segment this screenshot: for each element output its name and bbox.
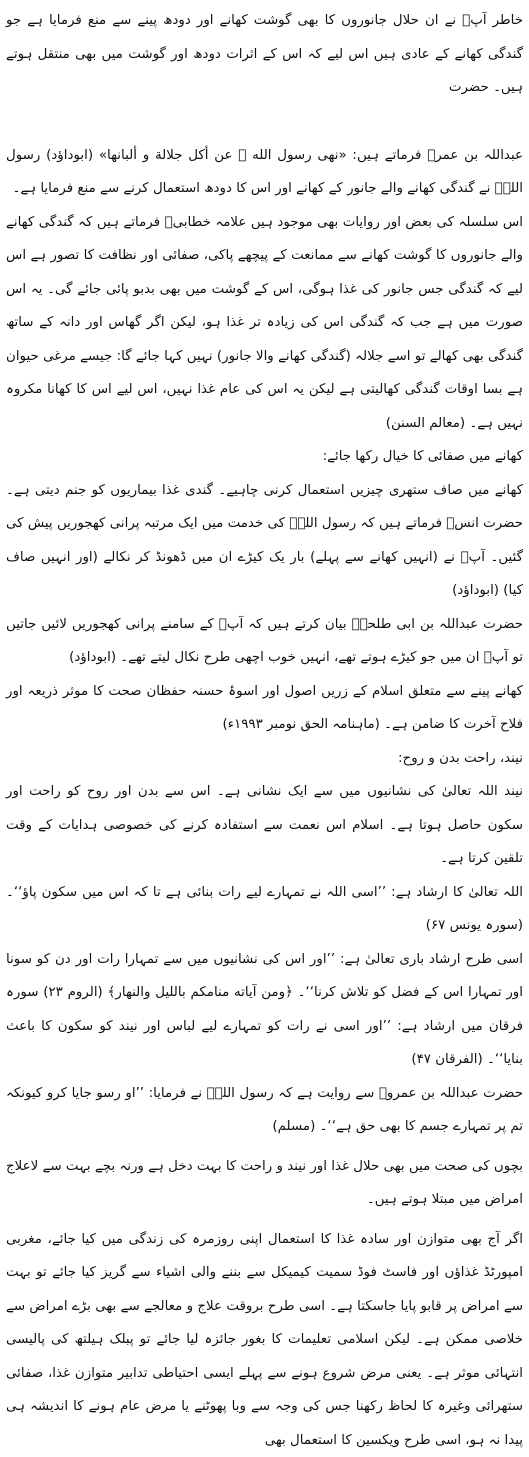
paragraph-hadith-body-right: حضرت عبداللہ بن عمروؓ سے روایت ہے کہ رسول اللہؐ نے فرمایا: ’’او رسو جایا کرو کیونکہ تم پر تمہارے جسم کا بھی حق ہے‘‘۔ (مسلم) (6, 1077, 523, 1144)
paragraph-public-health: اگر آج بھی متوازن اور سادہ غذا کا استعمال اپنی روزمرہ کی زندگی میں کیا جائے، مغربی امپورٹڈ غذاؤں اور فاسٹ فوڈ سمیت کیمیکل سے بننے والی اشیاء سے گریز کیا جائے تو بہت سے امراض پر قابو پایا جاسکتا ہے۔ اسی طرح بروقت علاج و معالجے سے بھی بڑے امراض سے خلاصی ممکن ہے۔ لیکن اسلامی تعلیمات کا بغور جائزہ لیا جائے تو پبلک ہیلتھ کی پالیسی انتہائی موثر ہے۔ یعنی مرض شروع ہونے سے پہلے ایسی احتیاطی تدابیر متوازن غذا، صفائی ستھرائی وغیرہ کا لحاظ رکھنا جس کی وجہ سے وبا پھوٹنے یا مرض عام ہونے کا اندیشہ ہی پیدا نہ ہو، اسی طرح ویکسین کا استعمال بھی (6, 1223, 523, 1457)
paragraph-hadith-ibn-umar: عبداللہ بن عمرؓ فرماتے ہیں: «نهى رسول الله ﷺ عن أكل جلالة و ألبانها» (ابوداؤد) رسول اللہؐ نے گندگی کھانے والے جانور کے کھانے اور اس کا دودھ استعمال کرنے سے منع فرمایا ہے۔ (6, 139, 523, 206)
section-heading-cleanliness: کھانے میں صفائی کا خیال رکھا جائے: (6, 440, 523, 474)
paragraph-clean-food: کھانے میں صاف ستھری چیزیں استعمال کرنی چاہیے۔ گندی غذا بیماریوں کو جنم دیتی ہے۔ حضرت انسؓ فرماتے ہیں کہ رسول اللہؐ کی خدمت میں ایک مرتبہ پرانی کھجوریں پیش کی گئیں۔ آپؐ نے (انہیں کھانے سے پہلے) بار یک کیڑے ان میں ڈھونڈ کر نکالے (اور انہیں صاف کیا) (ابوداؤد) (6, 474, 523, 608)
paragraph-quran-yunus: اللہ تعالیٰ کا ارشاد ہے: ’’اسی اللہ نے تمہارے لیے رات بنائی ہے تا کہ اس میں سکون پاؤ‘‘۔ (سورہ یونس ۶۷) (6, 876, 523, 943)
paragraph-abdullah-ibn-abi-talha: حضرت عبداللہ بن ابی طلحہؓ بیان کرتے ہیں کہ آپؐ کے سامنے پرانی کھجوریں لائیں جاتیں تو آپؐ ان میں جو کیڑے ہوتے تھے، انہیں خوب اچھی طرح نکال لیتے تھے۔ (ابوداؤد) (6, 608, 523, 675)
paragraph-sleep-sign: نیند اللہ تعالیٰ کی نشانیوں میں سے ایک نشانی ہے۔ اس سے بدن اور روح کو راحت اور سکون حاصل ہوتا ہے۔ اسلام اس نعمت سے استفادہ کرنے کی خصوصی ہدایات کے وقت تلقین کرتا ہے۔ (6, 775, 523, 876)
paragraph-khattabi-commentary: اس سلسلہ کی بعض اور روایات بھی موجود ہیں علامہ خطابیؒ فرماتے ہیں کہ گندگی کھانے والے جانوروں کا گوشت کھانے سے ممانعت کے پیچھے پاکی، صفائی اور نظافت کا تصور ہے اس لیے کہ گندگی جس جانور کی غذا ہوگی، اس کے گوشت میں بھی بدبو پائی جائے گی۔ یہ اس صورت میں ہے جب کہ گندگی اس کی زیادہ تر غذا ہو، لیکن اگر گھاس اور دانہ کے ساتھ گندگی بھی کھالے تو اسے جلالہ (گندگی کھانے والا جانور) نہیں کہا جائے گا: جیسے مرغی حیوان ہے بسا اوقات گندگی کھالیتی ہے لیکن یہ اس کی عام غذا نہیں، اس لیے اس کا کھانا مکروہ نہیں ہے۔ (معالم السنن) (6, 206, 523, 441)
section-heading-sleep: نیند، راحت بدن و روح: (6, 742, 523, 776)
paragraph-spacer (6, 105, 523, 139)
paragraph-quran-rum-furqan: اسی طرح ارشاد باری تعالیٰ ہے: ’’اور اس کی نشانیوں میں سے تمہارا رات اور دن کو سونا اور تمہارا اس کے فضل کو تلاش کرنا‘‘۔ ﴿ومن آياته منامكم بالليل والنهار﴾ (الروم ۲۳) سورہ فرقان میں ارشاد ہے: ’’اور اسی نے رات کو تمہارے لیے لباس اور نیند کو سکون کا باعث بنایا‘‘۔ (الفرقان ۴۷) (6, 943, 523, 1077)
paragraph-children-health: بچوں کی صحت میں بھی حلال غذا اور نیند و راحت کا بہت دخل ہے ورنہ بچے بہت سے لاعلاج امراض میں مبتلا ہوتے ہیں۔ (6, 1150, 523, 1217)
paragraph-islamic-principles: کھانے پینے سے متعلق اسلام کے زریں اصول اور اسوۂ حسنہ حفظان صحت کا موثر ذریعہ اور فلاح آخرت کا ضامن ہے۔ (ماہنامہ الحق نومبر ۱۹۹۳ء) (6, 675, 523, 742)
paragraph-intro-continuation: خاطر آپؐ نے ان حلال جانوروں کا بھی گوشت کھانے اور دودھ پینے سے منع فرمایا ہے جو گندگی کھانے کے عادی ہیں اس لیے کہ اس کے اثرات دودھ اور گوشت میں بھی منتقل ہوتے ہیں۔ حضرت (6, 4, 523, 105)
